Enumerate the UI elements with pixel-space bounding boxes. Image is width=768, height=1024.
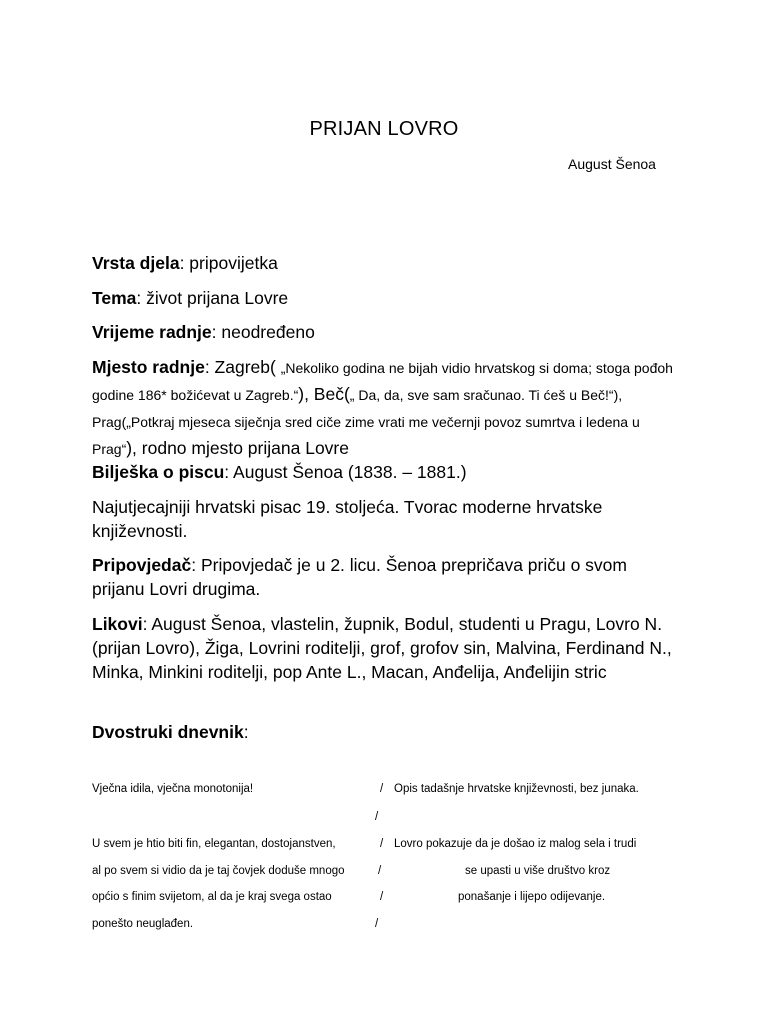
field-mjesto-radnje	[92, 354, 682, 462]
diary-table	[92, 782, 692, 942]
diary-right: Lovro pokazuje da je došao iz malog sela i trudi	[394, 838, 637, 850]
field-biljeska-o-piscu	[92, 460, 682, 484]
diary-left: općio s finim svijetom, al da je kraj svega ostao	[92, 891, 332, 903]
field-value: : Zagreb(	[204, 357, 281, 377]
diary-right: Opis tadašnje hrvatske književnosti, bez junaka.	[394, 783, 639, 795]
field-label: Likovi	[92, 614, 143, 634]
field-value: ), Beč(	[298, 384, 350, 404]
diary-separator: /	[378, 865, 382, 877]
diary-left: ponešto neuglađen.	[92, 918, 194, 930]
field-tema	[92, 286, 682, 310]
field-value: : August Šenoa, vlastelin, župnik, Bodul, studenti u Pragu, Lovro N. (prijan Lovro), Žiga, Lovrini roditelji, grof, grofov sin, Malvina, Ferdinand N., Minka, Minkini roditelji, pop Ante L., Macan, Anđelija, Anđelijin stric	[92, 614, 672, 682]
field-label: Pripovjedač	[92, 555, 192, 575]
diary-right: ponašanje i lijepo odijevanje.	[458, 891, 606, 903]
field-vrsta-djela	[92, 251, 682, 275]
quote-zagreb: „Nekoliko godina ne bijah vidio hrvatskog si doma; stoga pođoh godine 186* božićevat u Zagreb.“	[92, 360, 673, 403]
quote-bec-prag: „ Da, da, sve sam sračunao. Ti ćeš u Beč!“), Prag(„Potkraj mjeseca siječnja sred ciče zime vrati me večernji povoz sumrtva i ledena u Prag“	[92, 387, 640, 457]
field-likovi	[92, 612, 682, 684]
document-author: August Šenoa	[568, 156, 656, 172]
diary-right: se upasti u više društvo kroz	[465, 865, 611, 877]
diary-separator: /	[380, 891, 384, 903]
field-label: Vrsta djela	[92, 253, 180, 273]
field-label: Dvostruki dnevnik	[92, 722, 244, 742]
diary-separator: /	[375, 918, 379, 930]
field-value: : Pripovjedač je u 2. licu. Šenoa prepričava priču o svom prijanu Lovri drugima.	[92, 555, 627, 599]
field-value: : pripovijetka	[179, 253, 278, 273]
diary-separator: /	[380, 783, 384, 795]
field-label: Mjesto radnje	[92, 357, 205, 377]
diary-left: Vječna idila, vječna monotonija!	[92, 783, 254, 795]
field-dvostruki-dnevnik	[92, 720, 682, 744]
field-value: : život prijana Lovre	[136, 288, 289, 308]
diary-left: al po svem si vidio da je taj čovjek doduše mnogo	[92, 865, 345, 877]
field-label: Vrijeme radnje	[92, 322, 212, 342]
biljeska-text: Najutjecajniji hrvatski pisac 19. stoljeća. Tvorac moderne hrvatske književnosti.	[92, 497, 603, 541]
field-label: Bilješka o piscu	[92, 462, 225, 482]
diary-separator: /	[375, 811, 379, 823]
diary-separator: /	[380, 838, 384, 850]
field-value: : August Šenoa (1838. – 1881.)	[224, 462, 467, 482]
field-vrijeme-radnje	[92, 320, 682, 344]
document-title: PRIJAN LOVRO	[309, 118, 459, 140]
field-label: Tema	[92, 288, 137, 308]
field-value: ), rodno mjesto prijana Lovre	[126, 438, 349, 458]
field-value: : neodređeno	[211, 322, 315, 342]
diary-left: U svem je htio biti fin, elegantan, dostojanstven,	[92, 838, 336, 850]
field-value: :	[243, 722, 249, 742]
field-pripovjedac	[92, 553, 682, 601]
